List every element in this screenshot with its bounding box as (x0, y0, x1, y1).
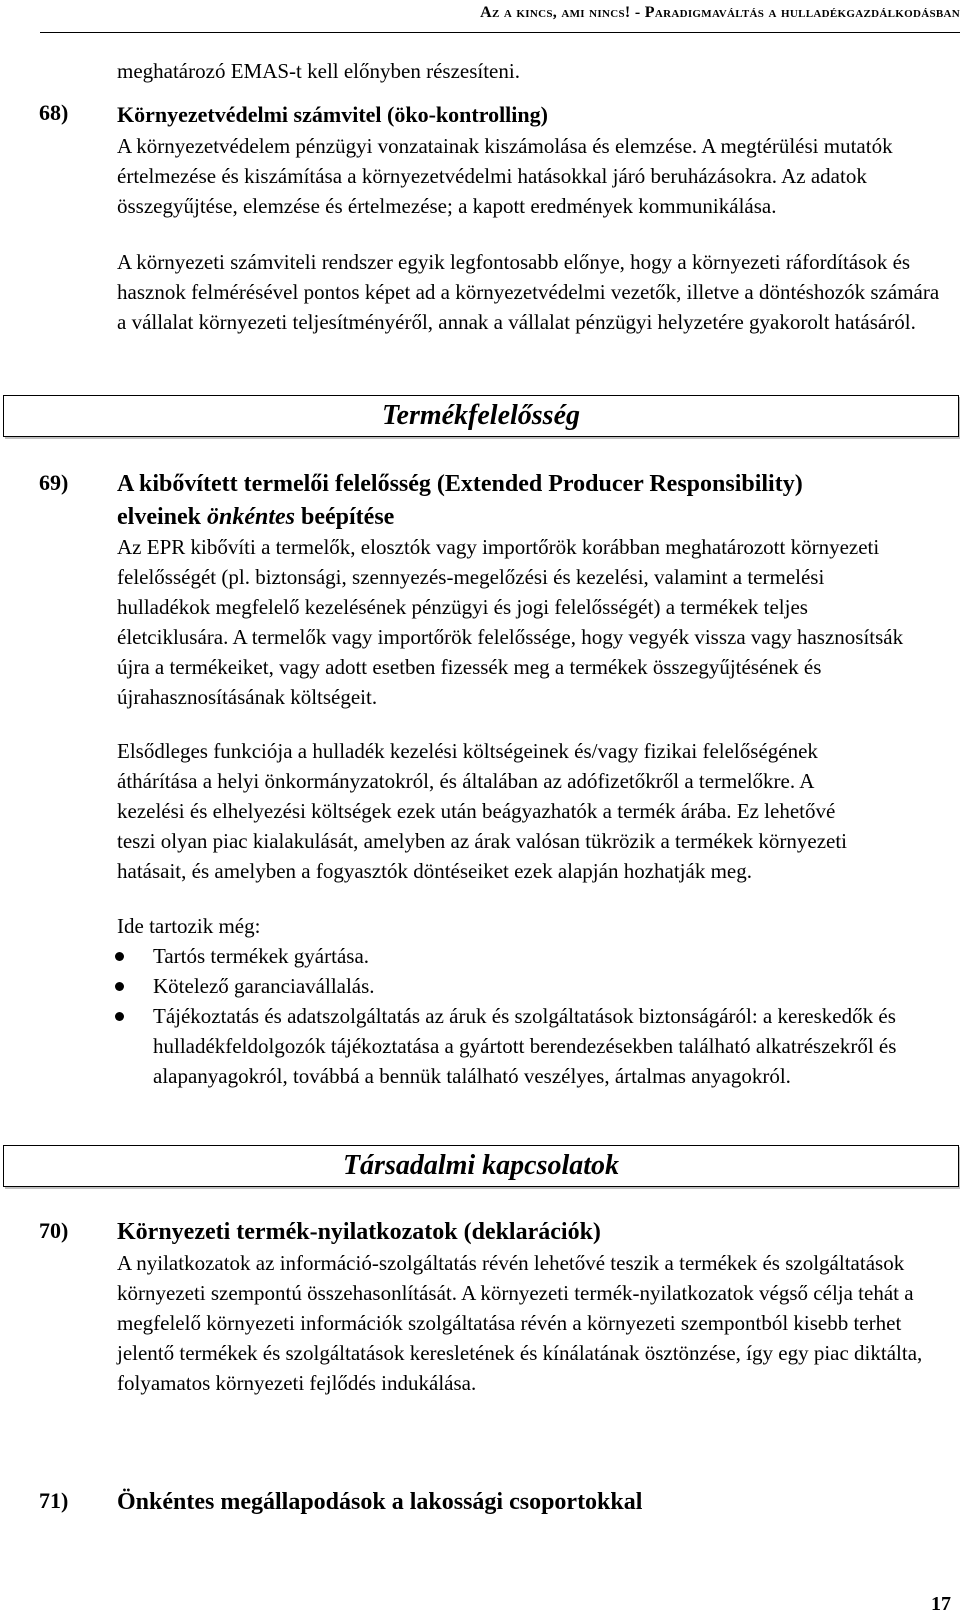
item-69-title-part2: beépítése (295, 504, 395, 530)
list-item: Kötelező garanciavállalás. (113, 971, 955, 1001)
header-title-part1: Az a kincs, ami nincs! (480, 4, 631, 21)
item-69-paragraph-3: Ide tartozik még: (117, 914, 261, 938)
intro-line: meghatározó EMAS-t kell előnyben részesíteni. (117, 59, 520, 83)
item-70-number: 70) (39, 1218, 69, 1243)
item-68-number: 68) (39, 100, 69, 125)
item-68-paragraph-1: A környezetvédelem pénzügyi vonzatainak kiszámolása és elemzése. A megtérülési mutatók értelmezése és kiszámítása a környezetvédelmi hatásokkal járó beruházásokra. Az adatok összegyűjtése, elemzése és értelmezése; a kapott eredmények kommunikálása. (117, 134, 893, 218)
item-69-paragraph-2: Elsődleges funkciója a hulladék kezelési költségeinek és/vagy fizikai felelőségének áthárítása a helyi önkormányzatokról, és általában az adófizetőkről a termelőkre. A kezelési és elhelyezési költségek ezek után beágyazhatók a termék árába. Ez lehetővé teszi olyan piac kialakulását, amelyben az árak valósan tükrözik a termékek környezeti hatásait, és amelyben a fogyasztók döntéseiket ezek alapján hozhatják meg. (117, 739, 848, 883)
item-69-title-part1: A kibővített termelői felelősség (Extended Producer Responsibility) elveinek (117, 471, 803, 530)
list-item: Tájékoztatás és adatszolgáltatás az áruk és szolgáltatások biztonságáról: a kereskedők és hulladékfeldolgozók tájékoztatása a gyártott berendezésekben található alkatrészekről és alapanyagokról, továbbá a bennük található veszélyes, ártalmas anyagokról. (113, 1001, 955, 1091)
item-69-title-italic: önkéntes (207, 504, 296, 530)
item-68-paragraph-2: A környezeti számviteli rendszer egyik legfontosabb előnye, hogy a környezeti ráfordítások és hasznok felmérésével pontos képet ad a környezetvédelmi vezetők, illetve a döntéshozók számára a vállalat környezeti teljesítményéről, annak a vállalat pénzügyi helyzetére gyakorolt hatásáról. (117, 250, 940, 334)
bullet-icon (115, 1012, 124, 1021)
section-heading-tarsadalmi-kapcsolatok: Társadalmi kapcsolatok (3, 1145, 959, 1187)
item-68-title: Környezetvédelmi számvitel (öko-kontrolling) (117, 102, 548, 127)
item-69-title (117, 468, 817, 534)
header-title-part2: Paradigmaváltás a hulladékgazdálkodásban (644, 4, 960, 21)
running-header (40, 0, 960, 33)
item-69-bullet-list (113, 941, 955, 1091)
list-item: Tartós termékek gyártása. (113, 941, 955, 971)
section-heading-termekfelelosseg: Termékfelelősség (3, 395, 959, 437)
item-70-paragraph-1: A nyilatkozatok az információ-szolgáltatás révén lehetővé teszik a termékek és szolgáltatások környezeti szempontú összehasonlítását. A környezeti termék-nyilatkozatok végső célja tehát a megfelelő környezeti információk szolgáltatása révén a környezeti szempontból kisebb terhet jelentő termékek és szolgáltatások keresletének és kínálatának ösztönzése, így egy piac diktálta, folyamatos környezeti fejlődés indukálása. (117, 1251, 923, 1395)
item-71-number: 71) (39, 1488, 69, 1513)
item-70-title: Környezeti termék-nyilatkozatok (deklarációk) (117, 1219, 601, 1245)
item-71-title: Önkéntes megállapodások a lakossági csoportokkal (117, 1489, 643, 1515)
bullet-icon (115, 952, 124, 961)
item-69-number: 69) (39, 470, 69, 495)
item-69-paragraph-1: Az EPR kibővíti a termelők, elosztók vagy importőrök korábban meghatározott környezeti felelősségét (pl. biztonsági, szennyezés-megelőzési és kezelési, valamint a termelési hulladékok megfelelő kezelésének pénzügyi és jogi felelősségét) a termékek teljes életciklusára. A termelők vagy importőrök felelőssége, hogy vegyék vissza vagy hasznosítsák újra a termékeiket, vagy adott esetben fizessék meg a termékek összegyűjtésének és újrahasznosításának költségeit. (117, 535, 904, 709)
header-separator: - (630, 4, 645, 21)
bullet-icon (115, 982, 124, 991)
page-number: 17 (931, 1593, 951, 1615)
